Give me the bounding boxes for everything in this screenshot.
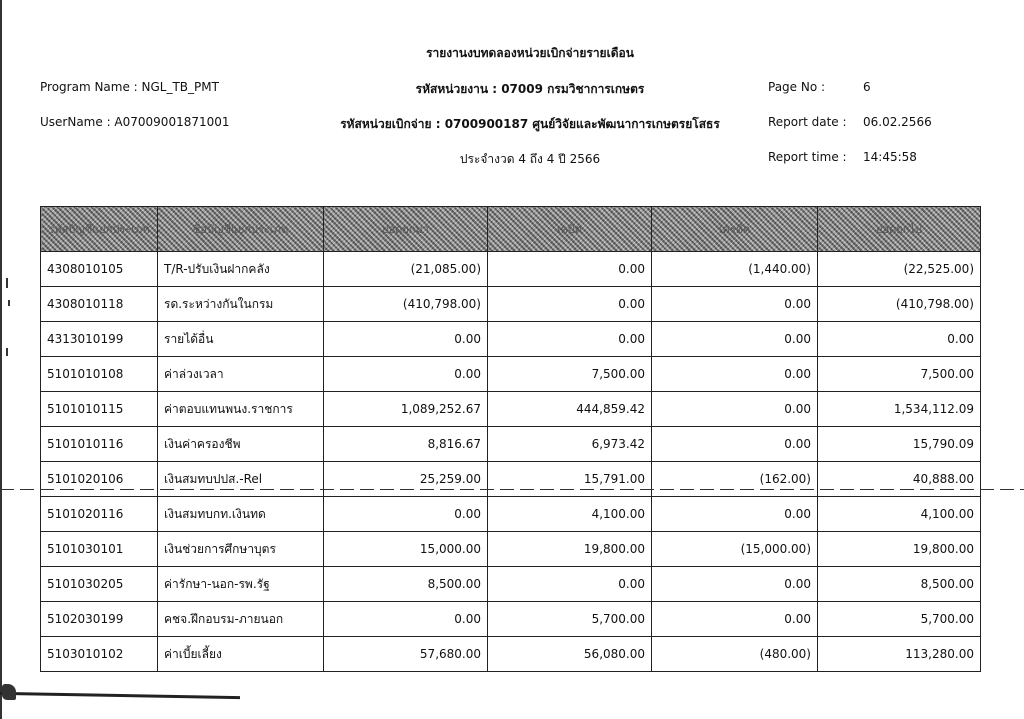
opening-balance: 0.00: [324, 497, 488, 532]
credit: 0.00: [652, 287, 818, 322]
account-name: T/R-ปรับเงินฝากคลัง: [158, 252, 324, 287]
report-date-value: 06.02.2566: [863, 115, 932, 129]
credit: (480.00): [652, 637, 818, 672]
table-row: [41, 322, 981, 357]
account-code: 5101010115: [41, 392, 158, 427]
table-header-row: [41, 207, 981, 252]
closing-balance: 4,100.00: [818, 497, 981, 532]
table-row: [41, 462, 981, 497]
credit: 0.00: [652, 392, 818, 427]
account-name: ค่าเบี้ยเลี้ยง: [158, 637, 324, 672]
report-time-label: Report time :: [768, 150, 847, 164]
opening-balance: 15,000.00: [324, 532, 488, 567]
opening-balance: 0.00: [324, 322, 488, 357]
report-date-label: Report date :: [768, 115, 847, 129]
account-code: 5101010108: [41, 357, 158, 392]
opening-balance: (21,085.00): [324, 252, 488, 287]
header-account-name: ชื่อบัญชีแยกประเภท: [158, 207, 324, 252]
scan-mark: [8, 300, 10, 306]
account-name: เงินสมทบกท.เงินทด: [158, 497, 324, 532]
report-title: รายงานงบทดลองหน่วยเบิกจ่ายรายเดือน: [426, 46, 634, 60]
credit: 0.00: [652, 427, 818, 462]
account-code: 5101020106: [41, 462, 158, 497]
account-name: ค่าตอบแทนพนง.ราชการ: [158, 392, 324, 427]
closing-balance: 19,800.00: [818, 532, 981, 567]
account-code: 4313010199: [41, 322, 158, 357]
account-code: 5101030101: [41, 532, 158, 567]
credit: 0.00: [652, 602, 818, 637]
account-name: รายได้อื่น: [158, 322, 324, 357]
disbursement-unit: รหัสหน่วยเบิกจ่าย : 0700900187 ศูนย์วิจัยและพัฒนาการเกษตรยโสธร: [340, 117, 720, 131]
table-row: [41, 392, 981, 427]
report-period: ประจำงวด 4 ถึง 4 ปี 2566: [459, 152, 601, 166]
account-name: เงินช่วยการศึกษาบุตร: [158, 532, 324, 567]
scan-smudge: [2, 684, 16, 700]
debit: 5,700.00: [488, 602, 652, 637]
credit: 0.00: [652, 322, 818, 357]
debit: 444,859.42: [488, 392, 652, 427]
account-name: คชจ.ฝึกอบรม-ภายนอก: [158, 602, 324, 637]
table-row: [41, 497, 981, 532]
closing-balance: 1,534,112.09: [818, 392, 981, 427]
scan-mark: [6, 348, 8, 356]
header-debit: เดบิต: [488, 207, 652, 252]
table-row: [41, 427, 981, 462]
debit: 0.00: [488, 252, 652, 287]
debit: 0.00: [488, 322, 652, 357]
account-name: ค่าล่วงเวลา: [158, 357, 324, 392]
account-name: ค่ารักษา-นอก-รพ.รัฐ: [158, 567, 324, 602]
header-opening-balance: ยอดยกมา: [324, 207, 488, 252]
scan-edge-left: [0, 0, 2, 719]
closing-balance: 7,500.00: [818, 357, 981, 392]
credit: 0.00: [652, 567, 818, 602]
program-name: Program Name : NGL_TB_PMT: [40, 80, 219, 94]
credit: (1,440.00): [652, 252, 818, 287]
table-row: [41, 602, 981, 637]
credit: (15,000.00): [652, 532, 818, 567]
closing-balance: (410,798.00): [818, 287, 981, 322]
closing-balance: 40,888.00: [818, 462, 981, 497]
credit: (162.00): [652, 462, 818, 497]
opening-balance: 0.00: [324, 357, 488, 392]
opening-balance: 0.00: [324, 602, 488, 637]
closing-balance: 5,700.00: [818, 602, 981, 637]
closing-balance: 15,790.09: [818, 427, 981, 462]
report-time-value: 14:45:58: [863, 150, 917, 164]
debit: 19,800.00: [488, 532, 652, 567]
scan-mark: [6, 278, 8, 288]
account-code: 5101020116: [41, 497, 158, 532]
opening-balance: 8,816.67: [324, 427, 488, 462]
opening-balance: 25,259.00: [324, 462, 488, 497]
closing-balance: 0.00: [818, 322, 981, 357]
header-account-code: รหัสบัญชีแยกประเภท: [41, 207, 158, 252]
header-closing-balance: ยอดยกไป: [818, 207, 981, 252]
account-name: เงินค่าครองชีพ: [158, 427, 324, 462]
debit: 0.00: [488, 287, 652, 322]
account-code: 5101030205: [41, 567, 158, 602]
closing-balance: (22,525.00): [818, 252, 981, 287]
opening-balance: 1,089,252.67: [324, 392, 488, 427]
debit: 56,080.00: [488, 637, 652, 672]
table-row: [41, 637, 981, 672]
debit: 0.00: [488, 567, 652, 602]
account-code: 4308010105: [41, 252, 158, 287]
account-code: 5103010102: [41, 637, 158, 672]
account-code: 5102030199: [41, 602, 158, 637]
agency-code: รหัสหน่วยงาน : 07009 กรมวิชาการเกษตร: [415, 82, 645, 96]
table-row: [41, 287, 981, 322]
account-name: รด.ระหว่างกันในกรม: [158, 287, 324, 322]
account-code: 4308010118: [41, 287, 158, 322]
table-row: [41, 567, 981, 602]
scan-artifact-line: [0, 489, 1024, 490]
debit: 7,500.00: [488, 357, 652, 392]
opening-balance: 57,680.00: [324, 637, 488, 672]
user-name: UserName : A07009001871001: [40, 115, 230, 129]
table-row: [41, 532, 981, 567]
account-code: 5101010116: [41, 427, 158, 462]
debit: 6,973.42: [488, 427, 652, 462]
table-row: [41, 252, 981, 287]
page-no-label: Page No :: [768, 80, 826, 94]
page-no-value: 6: [863, 80, 871, 94]
credit: 0.00: [652, 357, 818, 392]
debit: 15,791.00: [488, 462, 652, 497]
opening-balance: 8,500.00: [324, 567, 488, 602]
table-row: [41, 357, 981, 392]
debit: 4,100.00: [488, 497, 652, 532]
opening-balance: (410,798.00): [324, 287, 488, 322]
scan-smudge: [0, 692, 240, 699]
closing-balance: 113,280.00: [818, 637, 981, 672]
account-name: เงินสมทบปปส.-Rel: [158, 462, 324, 497]
credit: 0.00: [652, 497, 818, 532]
closing-balance: 8,500.00: [818, 567, 981, 602]
trial-balance-table: [40, 206, 981, 672]
header-credit: เครดิต: [652, 207, 818, 252]
